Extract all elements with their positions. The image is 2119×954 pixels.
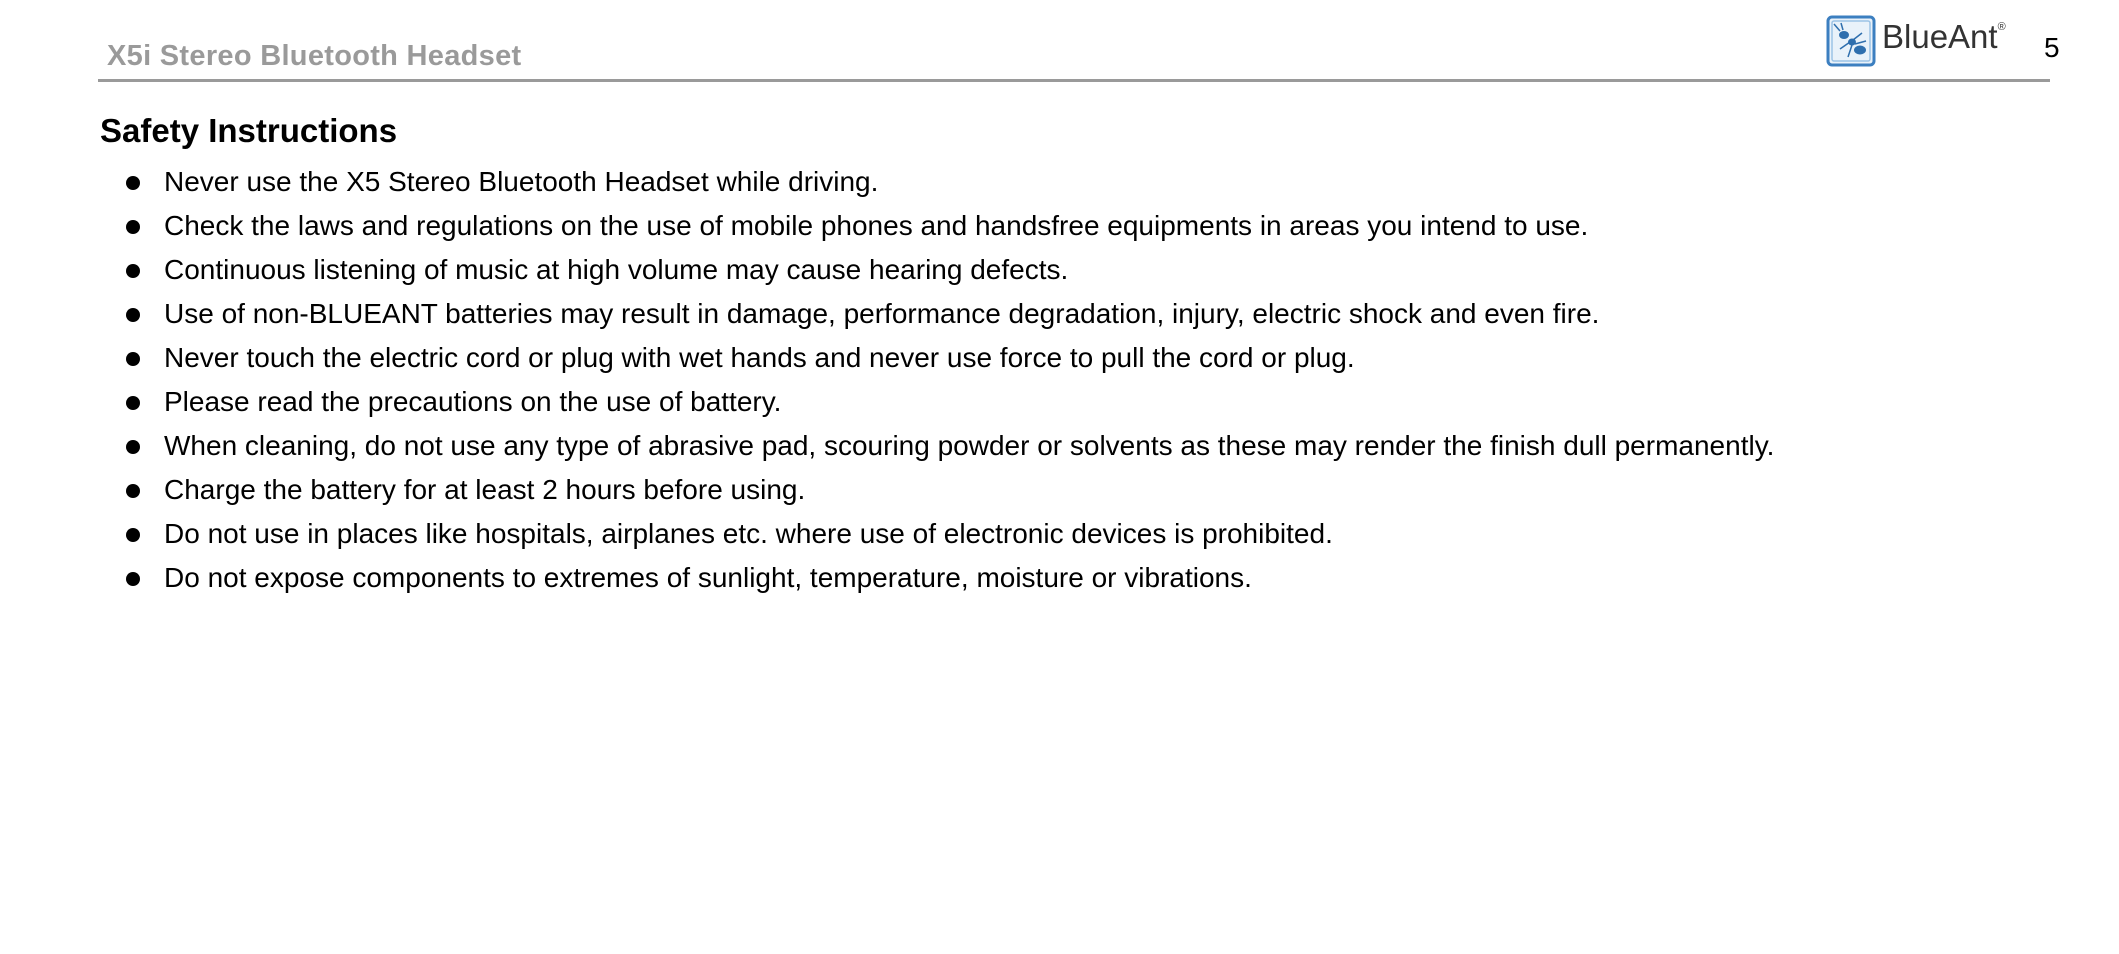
bullet-dot-icon — [126, 220, 140, 234]
section-heading: Safety Instructions — [100, 112, 398, 149]
document-title: X5i Stereo Bluetooth Headset — [107, 40, 522, 72]
safety-instructions-list — [126, 160, 2026, 600]
bullet-dot-icon — [126, 264, 140, 278]
list-item-text: Never use the X5 Stereo Bluetooth Headset while driving. — [164, 166, 879, 197]
list-item — [126, 160, 2026, 204]
list-item-text: Charge the battery for at least 2 hours before using. — [164, 474, 806, 505]
bullet-dot-icon — [126, 396, 140, 410]
bullet-dot-icon — [126, 572, 140, 586]
list-item-text: Continuous listening of music at high volume may cause hearing defects. — [164, 254, 1069, 285]
list-item — [126, 336, 2026, 380]
page-number: 5 — [2044, 32, 2060, 63]
bullet-dot-icon — [126, 308, 140, 322]
bullet-dot-icon — [126, 176, 140, 190]
brand-logo — [1826, 12, 2006, 70]
list-item-text: Do not use in places like hospitals, airplanes etc. where use of electronic devices is prohibited. — [164, 518, 1333, 549]
list-item-text: When cleaning, do not use any type of abrasive pad, scouring powder or solvents as these may render the finish dull permanently. — [164, 430, 1775, 461]
brand-name: BlueAnt® — [1882, 18, 2006, 55]
bullet-dot-icon — [126, 440, 140, 454]
bullet-dot-icon — [126, 528, 140, 542]
list-item — [126, 380, 2026, 424]
list-item — [126, 204, 2026, 248]
list-item-text: Please read the precautions on the use of battery. — [164, 386, 782, 417]
list-item — [126, 424, 2026, 468]
bullet-dot-icon — [126, 484, 140, 498]
list-item-text: Do not expose components to extremes of sunlight, temperature, moisture or vibrations. — [164, 562, 1252, 593]
list-item — [126, 248, 2026, 292]
list-item-text: Check the laws and regulations on the use of mobile phones and handsfree equipments in areas you intend to use. — [164, 210, 1589, 241]
blueant-ant-logo-icon — [1826, 15, 1876, 67]
list-item — [126, 468, 2026, 512]
list-item — [126, 512, 2026, 556]
list-item-text: Never touch the electric cord or plug with wet hands and never use force to pull the cord or plug. — [164, 342, 1355, 373]
list-item — [126, 292, 2026, 336]
list-item — [126, 556, 2026, 600]
document-header — [98, 0, 2050, 84]
registered-mark: ® — [1997, 21, 2006, 33]
header-divider — [98, 79, 2050, 82]
list-item-text: Use of non-BLUEANT batteries may result in damage, performance degradation, injury, electric shock and even fire. — [164, 298, 1600, 329]
bullet-dot-icon — [126, 352, 140, 366]
